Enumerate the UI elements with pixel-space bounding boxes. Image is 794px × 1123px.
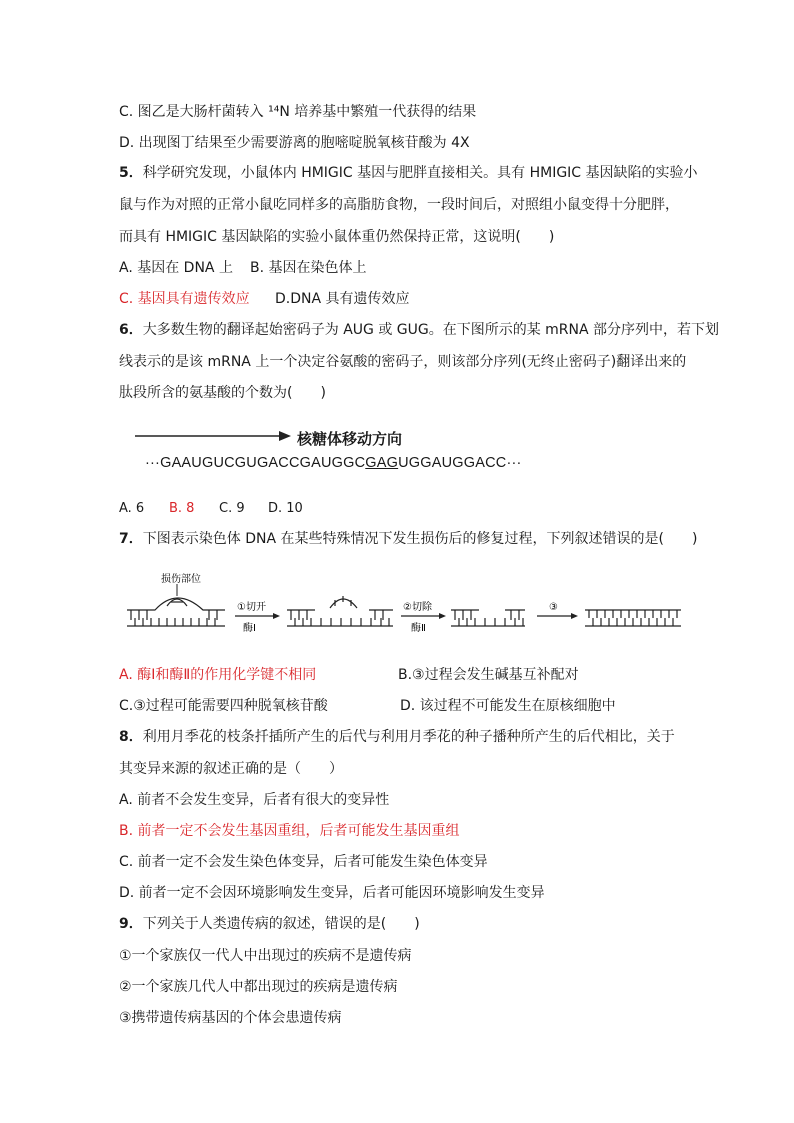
ribosome-direction-arrow <box>133 428 293 444</box>
q9-item-1: ①一个家族仅一代人中出现过的疾病不是遗传病 <box>119 948 412 964</box>
q5-number: 5． <box>119 165 143 181</box>
q9-item-2: ②一个家族几代人中都出现过的疾病是遗传病 <box>119 979 398 995</box>
step3-label: ③ <box>549 602 558 613</box>
q6-number: 6． <box>119 322 143 338</box>
q8-text-1: 利用月季花的枝条扦插所产生的后代与利用月季花的种子播种所产生的后代相比，关于 <box>142 729 675 745</box>
q7-option-d: D. 该过程不可能发生在原核细胞中 <box>400 698 616 714</box>
q5-option-c-answer: C. 基因具有遗传效应 <box>119 291 250 307</box>
q5-stem-line3: 而具有 HMIGIC 基因缺陷的实验小鼠体重仍然保持正常，这说明( ) <box>119 229 555 245</box>
q7-option-c: C.③过程可能需要四种脱氧核苷酸 <box>119 698 328 714</box>
q7-option-a-answer: A. 酶Ⅰ和酶Ⅱ的作用化学键不相同 <box>119 667 317 683</box>
q8-stem-line2: 其变异来源的叙述正确的是（ ） <box>119 761 343 777</box>
q6-stem-line2: 线表示的是该 mRNA 上一个决定谷氨酸的密码子，则该部分序列(无终止密码子)翻译出来的 <box>119 354 687 370</box>
q5-stem-line1 <box>119 163 698 183</box>
q4-option-c: C. 图乙是大肠杆菌转入 ¹⁴N 培养基中繁殖一代获得的结果 <box>119 104 477 120</box>
q7-option-b: B.③过程会发生碱基互补配对 <box>398 667 579 683</box>
dna-repair-diagram <box>125 568 690 640</box>
enzyme2-label: 酶Ⅱ <box>411 623 426 634</box>
mrna-seq-suffix: UGGAUGGACC··· <box>398 455 522 471</box>
ribosome-direction-label: 核糖体移动方向 <box>297 430 403 448</box>
q6-stem-line1 <box>119 320 719 340</box>
q5-stem-line2: 鼠与作为对照的正常小鼠吃同样多的高脂肪食物，一段时间后，对照组小鼠变得十分肥胖， <box>119 197 679 213</box>
q9-stem-line1 <box>119 914 420 934</box>
q7-number: 7． <box>119 531 143 547</box>
q5-option-d: D.DNA 具有遗传效应 <box>275 291 410 307</box>
q8-stem-line1 <box>119 727 675 747</box>
mrna-seq-prefix: ···GAAUGUCGUGACCGAUGGC <box>145 455 366 471</box>
mrna-sequence <box>145 455 522 471</box>
q8-option-a: A. 前者不会发生变异，后者有很大的变异性 <box>119 792 390 808</box>
q6-option-d: D. 10 <box>268 501 303 516</box>
q6-stem-line3: 肽段所含的氨基酸的个数为( ) <box>119 385 326 401</box>
q6-text-1: 大多数生物的翻译起始密码子为 AUG 或 GUG。在下图所示的某 mRNA 部分序列中，若下划 <box>142 322 720 338</box>
mrna-underlined-codon: GAG <box>365 455 399 471</box>
q6-option-a: A. 6 <box>119 501 145 516</box>
q4-option-d: D. 出现图丁结果至少需要游离的胞嘧啶脱氧核苷酸为 4X <box>119 135 470 151</box>
q6-option-b-answer: B. 8 <box>169 501 195 516</box>
q5-option-b: B. 基因在染色体上 <box>250 260 367 276</box>
step2-label: ②切除 <box>403 602 432 613</box>
q8-option-b-answer: B. 前者一定不会发生基因重组，后者可能发生基因重组 <box>119 823 460 839</box>
enzyme1-label: 酶Ⅰ <box>243 623 256 634</box>
q9-number: 9． <box>119 916 143 932</box>
q8-option-d: D. 前者一定不会因环境影响发生变异，后者可能因环境影响发生变异 <box>119 885 545 901</box>
step1-label: ①切开 <box>237 602 266 613</box>
q7-text-1: 下图表示染色体 DNA 在某些特殊情况下发生损伤后的修复过程，下列叙述错误的是( ) <box>142 531 698 547</box>
q9-text-1: 下列关于人类遗传病的叙述，错误的是( ) <box>142 916 420 932</box>
q5-option-a: A. 基因在 DNA 上 <box>119 260 233 276</box>
q7-stem-line1 <box>119 529 697 549</box>
q9-item-3: ③携带遗传病基因的个体会患遗传病 <box>119 1010 342 1026</box>
q6-option-c: C. 9 <box>219 501 245 516</box>
q5-text-1: 科学研究发现，小鼠体内 HMIGIC 基因与肥胖直接相关。具有 HMIGIC 基因缺陷的实验小 <box>142 165 698 181</box>
q8-option-c: C. 前者一定不会发生染色体变异，后者可能发生染色体变异 <box>119 854 488 870</box>
damage-site-label: 损伤部位 <box>161 574 201 585</box>
q8-number: 8． <box>119 729 143 745</box>
